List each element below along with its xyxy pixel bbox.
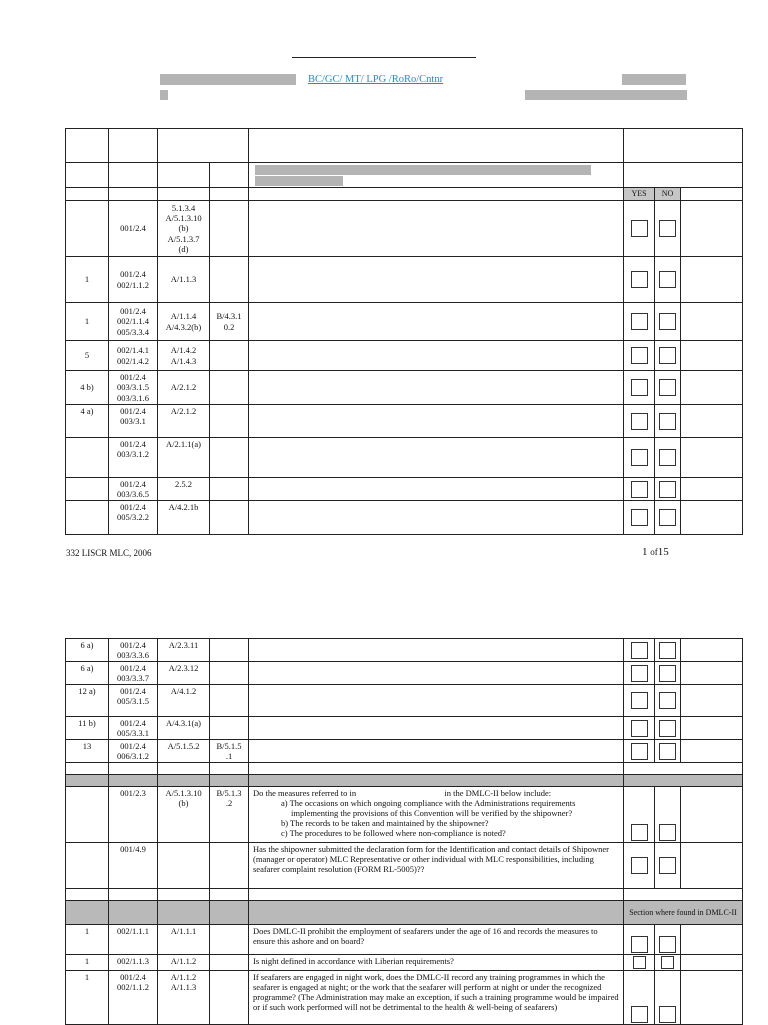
ref-cell: 001/2.4 005/3.1.5 [109,685,158,717]
section-where-found-header: Section where found in DMLC-II [624,901,743,925]
guideline-cell [210,257,249,303]
checklist-row [66,501,743,535]
no-checkbox-cell [655,478,681,501]
yes-checkbox[interactable] [631,481,648,498]
redacted-field [160,90,168,100]
question-cell: Does DMLC-II prohibit the employment of seafarers under the age of 16 and records the measures to ensure this ashore and on board? [249,925,624,955]
question-cell [249,639,624,662]
redacted-field [255,165,591,175]
regulation-cell: 1 [66,971,109,1025]
standard-cell: 2.5.2 [158,478,210,501]
yes-checkbox-cell [624,971,655,1025]
measures-item: a) The occasions on which ongoing compliance with the Administrations requirements implementing the provisions of this Convention will be verified by the shipowner? [281,798,576,819]
yes-checkbox[interactable] [631,347,648,364]
checklist-table-page2 [65,638,743,1025]
section-cell [681,971,743,1025]
standard-cell: A/2.1.1(a) [158,438,210,478]
yes-checkbox-cell [624,662,655,685]
document-id: 332 LISCR MLC, 2006 [66,548,152,558]
no-checkbox[interactable] [659,743,676,760]
section-cell [681,925,743,955]
measures-question [249,787,624,843]
regulation-cell: 1 [66,303,109,341]
header-row [66,129,743,163]
no-checkbox-cell [655,971,681,1025]
yes-checkbox-cell [624,685,655,717]
yes-checkbox[interactable] [631,665,648,682]
page-number: 1 [642,546,648,558]
yes-checkbox[interactable] [631,857,648,874]
question-cell [249,740,624,763]
measures-row [66,787,743,843]
no-checkbox[interactable] [659,665,676,682]
no-checkbox-cell [655,685,681,717]
section-header-row [66,901,743,925]
standard-cell: 5.1.3.4 A/5.1.3.10 (b) A/5.1.3.7 (d) [158,201,210,257]
redacted-field [525,90,687,100]
section-cell [681,438,743,478]
no-checkbox[interactable] [659,936,676,953]
no-checkbox-cell [655,257,681,303]
regulation-cell: 1 [66,955,109,971]
guideline-cell [210,405,249,438]
dmlc-row [66,955,743,971]
ref-cell: 001/2.4 002/1.1.4 005/3.3.4 [109,303,158,341]
no-checkbox-cell [655,925,681,955]
yes-checkbox-cell [624,341,655,371]
yes-checkbox-cell [624,438,655,478]
checklist-row [66,685,743,717]
section-cell [681,201,743,257]
regulation-cell: 1 [66,257,109,303]
checklist-row [66,201,743,257]
guideline-cell [210,501,249,535]
regulation-cell [66,501,109,535]
guideline-cell [210,639,249,662]
no-checkbox[interactable] [659,692,676,709]
regulation-cell: 13 [66,740,109,763]
no-checkbox[interactable] [659,449,676,466]
section-cell [681,371,743,405]
standard-cell: A/1.1.2 [158,955,210,971]
standard-cell: A/1.1.4 A/4.3.2(b) [158,303,210,341]
standard-cell: A/4.3.1(a) [158,717,210,740]
yes-checkbox[interactable] [631,449,648,466]
ref-cell: 001/4.9 [109,843,158,889]
yes-checkbox[interactable] [631,313,648,330]
no-checkbox[interactable] [659,509,676,526]
no-checkbox-cell [655,639,681,662]
ref-cell: 001/2.4 003/3.1.5 003/3.1.6 [109,371,158,405]
guideline-cell [210,371,249,405]
section-cell [681,303,743,341]
regulation-cell: 4 b) [66,371,109,405]
title-rule [292,57,476,58]
question-cell [249,405,624,438]
measures-list [253,798,619,838]
measures-item: b) The records to be taken and maintained by the shipowner? [281,818,489,829]
yes-checkbox-cell [624,405,655,438]
checklist-row [66,405,743,438]
checklist-table-page1 [65,128,743,535]
ref-cell: 001/2.4 002/1.1.2 [109,257,158,303]
no-checkbox[interactable] [659,481,676,498]
checklist-row [66,478,743,501]
yes-checkbox[interactable] [631,720,648,737]
section-cell [681,740,743,763]
section-cell [681,501,743,535]
guideline-cell [210,685,249,717]
yes-checkbox[interactable] [631,936,648,953]
ref-cell: 001/2.4 003/3.3.7 [109,662,158,685]
regulation-cell: 6 a) [66,662,109,685]
yes-checkbox[interactable] [631,743,648,760]
ref-cell: 001/2.4 005/3.3.1 [109,717,158,740]
question-cell [249,303,624,341]
dmlc-row [66,925,743,955]
dmlc-row [66,971,743,1025]
regulation-cell: 6 a) [66,639,109,662]
standard-cell: A/2.3.12 [158,662,210,685]
ref-cell: 001/2.4 002/1.1.2 [109,971,158,1025]
guideline-cell [210,955,249,971]
yes-checkbox-cell [624,740,655,763]
yes-checkbox[interactable] [633,956,646,969]
no-checkbox-cell [655,740,681,763]
yes-checkbox[interactable] [631,379,648,396]
section-cell [681,405,743,438]
no-checkbox[interactable] [659,413,676,430]
column-header-row [66,188,743,201]
yes-checkbox-cell [624,257,655,303]
guideline-cell: B/5.1.5 .1 [210,740,249,763]
yes-checkbox[interactable] [631,413,648,430]
guideline-cell [210,438,249,478]
checklist-row [66,341,743,371]
standard-cell: A/1.1.2 A/1.1.3 [158,971,210,1025]
yes-checkbox-cell [624,303,655,341]
checklist-row [66,371,743,405]
question-cell: Is night defined in accordance with Liberian requirements? [249,955,624,971]
no-checkbox[interactable] [659,271,676,288]
redacted-field [160,74,296,85]
yes-checkbox[interactable] [631,1006,648,1023]
ref-cell: 001/2.4 003/3.1.2 [109,438,158,478]
guideline-cell [210,201,249,257]
question-cell [249,341,624,371]
ref-cell: 001/2.4 003/3.3.6 [109,639,158,662]
no-checkbox-cell [655,303,681,341]
question-cell [249,685,624,717]
section-cell [681,639,743,662]
question-cell [249,478,624,501]
no-checkbox[interactable] [659,1006,676,1023]
guideline-cell [210,341,249,371]
ref-cell: 001/2.4 006/3.1.2 [109,740,158,763]
question-cell [249,717,624,740]
guideline-cell [210,925,249,955]
no-checkbox-cell [655,501,681,535]
guideline-cell [210,717,249,740]
ref-cell: 001/2.3 [109,787,158,843]
regulation-cell: 5 [66,341,109,371]
ref-cell: 001/2.4 003/3.1 [109,405,158,438]
question-cell [249,201,624,257]
question-cell: If seafarers are engaged in night work, does the DMLC-II record any training programmes in which the seafarer is engaged at night; or the work that the seafarer will perform at night or under the recognized programme? (The Administration may make an exception, if such a training programme would be impaired or if such work performed will not be detrimental to the health & well-being of seafarers) [249,971,624,1025]
guideline-cell: B/5.1.3 .2 [210,787,249,843]
yes-checkbox-cell [624,717,655,740]
guideline-cell: B/4.3.1 0.2 [210,303,249,341]
section-cell [681,257,743,303]
no-checkbox-cell [655,405,681,438]
no-checkbox-cell [655,662,681,685]
standard-cell: A/2.1.2 [158,405,210,438]
standard-cell: A/2.1.2 [158,371,210,405]
regulation-cell [66,478,109,501]
section-cell [681,717,743,740]
redacted-field [622,74,686,85]
checklist-row [66,257,743,303]
ref-cell: 001/2.4 005/3.2.2 [109,501,158,535]
question-cell [249,371,624,405]
spacer-row [66,763,743,775]
guideline-cell [210,478,249,501]
question-cell [249,501,624,535]
yes-column-header: YES [624,188,655,201]
standard-cell: A/5.1.5.2 [158,740,210,763]
no-checkbox-cell [655,438,681,478]
question-cell [249,662,624,685]
yes-checkbox[interactable] [631,824,648,841]
standard-cell: A/2.3.11 [158,639,210,662]
standard-cell: A/4.2.1b [158,501,210,535]
yes-checkbox[interactable] [631,509,648,526]
yes-checkbox[interactable] [631,642,648,659]
no-checkbox[interactable] [659,313,676,330]
ref-cell: 002/1.4.1 002/1.4.2 [109,341,158,371]
spacer-row [66,889,743,901]
no-checkbox-cell [655,955,681,971]
redacted-field [255,176,343,186]
no-checkbox-cell [655,341,681,371]
yes-checkbox[interactable] [631,692,648,709]
page-total: 15 [657,546,669,558]
standard-cell: A/4.1.2 [158,685,210,717]
checklist-row [66,438,743,478]
no-checkbox[interactable] [659,347,676,364]
vessel-types-link[interactable]: BC/GC/ MT/ LPG /RoRo/Cntnr [308,74,444,85]
regulation-cell [66,201,109,257]
regulation-cell [66,438,109,478]
no-checkbox[interactable] [659,857,676,874]
header-row [66,163,743,188]
redacted-field [358,788,442,796]
regulation-cell: 4 a) [66,405,109,438]
ref-cell: 002/1.1.1 [109,925,158,955]
standard-cell: A/5.1.3.10 (b) [158,787,210,843]
page-of: of [650,547,658,557]
no-checkbox[interactable] [659,379,676,396]
checklist-row [66,740,743,763]
section-cell [681,685,743,717]
yes-checkbox-cell [624,371,655,405]
guideline-cell [210,971,249,1025]
yes-checkbox[interactable] [631,220,648,237]
section-cell [681,955,743,971]
no-checkbox-cell [655,717,681,740]
standard-cell: A/1.1.3 [158,257,210,303]
no-column-header: NO [655,188,681,201]
checklist-row [66,303,743,341]
measures-intro: Do the measures referred to in [253,788,357,799]
yes-checkbox[interactable] [631,271,648,288]
measures-item: c) The procedures to be followed where non-compliance is noted? [281,828,506,839]
no-checkbox[interactable] [659,824,676,841]
yes-checkbox-cell [624,639,655,662]
no-checkbox-cell [655,371,681,405]
no-checkbox[interactable] [659,720,676,737]
regulation-cell: 11 b) [66,717,109,740]
checklist-row [66,639,743,662]
checklist-row [66,662,743,685]
question-cell [249,438,624,478]
guideline-cell [210,662,249,685]
no-checkbox[interactable] [659,220,676,237]
ref-cell: 002/1.1.3 [109,955,158,971]
question-cell [249,257,624,303]
yes-checkbox-cell [624,501,655,535]
no-checkbox-cell [655,201,681,257]
section-band [66,775,743,787]
yes-checkbox-cell [624,925,655,955]
page-indicator [642,546,669,558]
standard-cell: A/1.4.2 A/1.4.3 [158,341,210,371]
declaration-row [66,843,743,889]
no-checkbox[interactable] [659,642,676,659]
section-cell [681,662,743,685]
section-cell [681,341,743,371]
checklist-row [66,717,743,740]
yes-checkbox-cell [624,478,655,501]
no-checkbox[interactable] [661,956,674,969]
declaration-question: Has the shipowner submitted the declaration form for the Identification and contact details of Shipowner (manager or operator) MLC Representative or other individual with MLC responsibilities, including seafarer complaint resolution (FORM RL-5005)?? [249,843,624,889]
regulation-cell: 12 a) [66,685,109,717]
section-cell [681,478,743,501]
ref-cell: 001/2.4 003/3.6.5 [109,478,158,501]
standard-cell: A/1.1.1 [158,925,210,955]
yes-checkbox-cell [624,201,655,257]
measures-intro-cont: in the DMLC-II below include: [444,788,552,799]
regulation-cell: 1 [66,925,109,955]
ref-cell: 001/2.4 [109,201,158,257]
yes-checkbox-cell [624,955,655,971]
